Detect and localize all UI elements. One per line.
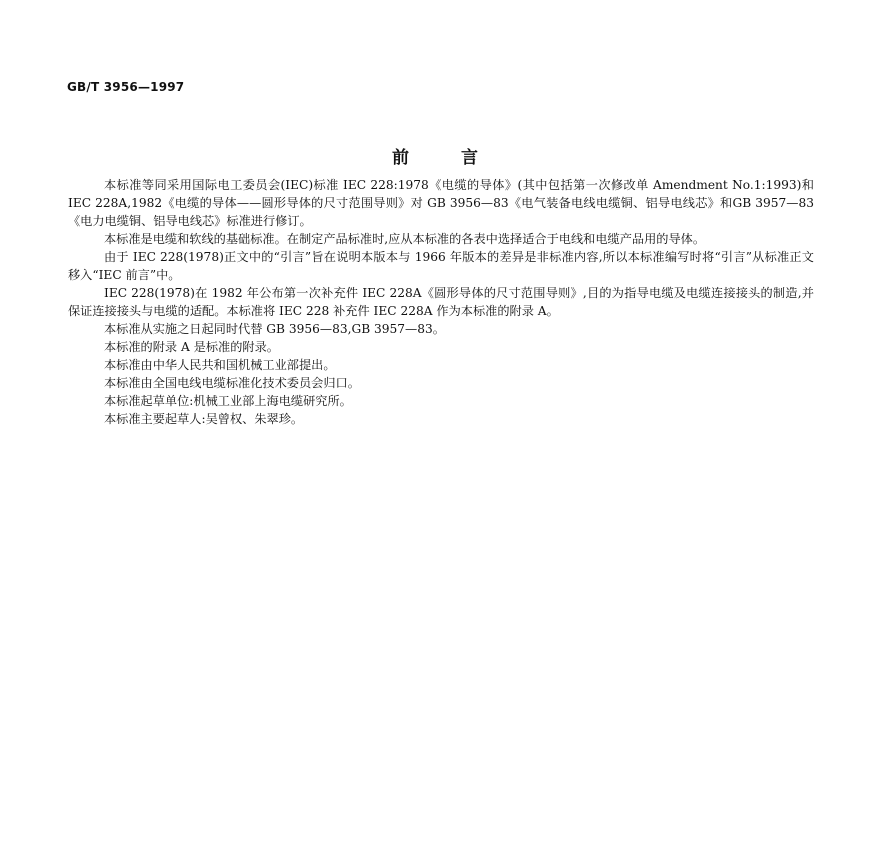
paragraph: 本标准由中华人民共和国机械工业部提出。 bbox=[104, 358, 336, 372]
paragraph: 本标准主要起草人:吴曾权、朱翠珍。 bbox=[104, 412, 304, 426]
paragraph: IEC 228(1978)在 1982 年公布第一次补充件 IEC 228A《圆形导体的尺寸范围导则》,目的为指导电缆及电缆连接接头的制造,并保证连接接头与电缆的适配。本标准将 IEC 228 补充件 IEC 228A 作为本标准的附录 A。 bbox=[68, 286, 814, 318]
paragraph: 由于 IEC 228(1978)正文中的“引言”旨在说明本版本与 1966 年版本的差异是非标准内容,所以本标准编写时将“引言”从标准正文移入“IEC 前言”中。 bbox=[68, 250, 814, 282]
paragraph: 本标准等同采用国际电工委员会(IEC)标准 IEC 228:1978《电缆的导体》(其中包括第一次修改单 Amendment No.1:1993)和 IEC 228A,1982《电缆的导体——圆形导体的尺寸范围导则》对 GB 3956—83《电气装备电线电缆铜、铝导电线芯》和GB 3957—83《电力电缆铜、铝导电线芯》标准进行修订。 bbox=[68, 178, 814, 228]
paragraph: 本标准从实施之日起同时代替 GB 3956—83,GB 3957—83。 bbox=[104, 322, 445, 336]
paragraph: 本标准起草单位:机械工业部上海电缆研究所。 bbox=[104, 394, 352, 408]
paragraph: 本标准的附录 A 是标准的附录。 bbox=[104, 340, 279, 354]
standard-code-header: GB/T 3956—1997 bbox=[67, 80, 185, 94]
paragraph: 本标准是电缆和软线的基础标准。在制定产品标准时,应从本标准的各表中选择适合于电线和电缆产品用的导体。 bbox=[104, 232, 706, 246]
paragraph: 本标准由全国电线电缆标准化技术委员会归口。 bbox=[104, 376, 360, 390]
page-title: 前言 bbox=[392, 148, 530, 168]
foreword-body bbox=[68, 176, 814, 428]
